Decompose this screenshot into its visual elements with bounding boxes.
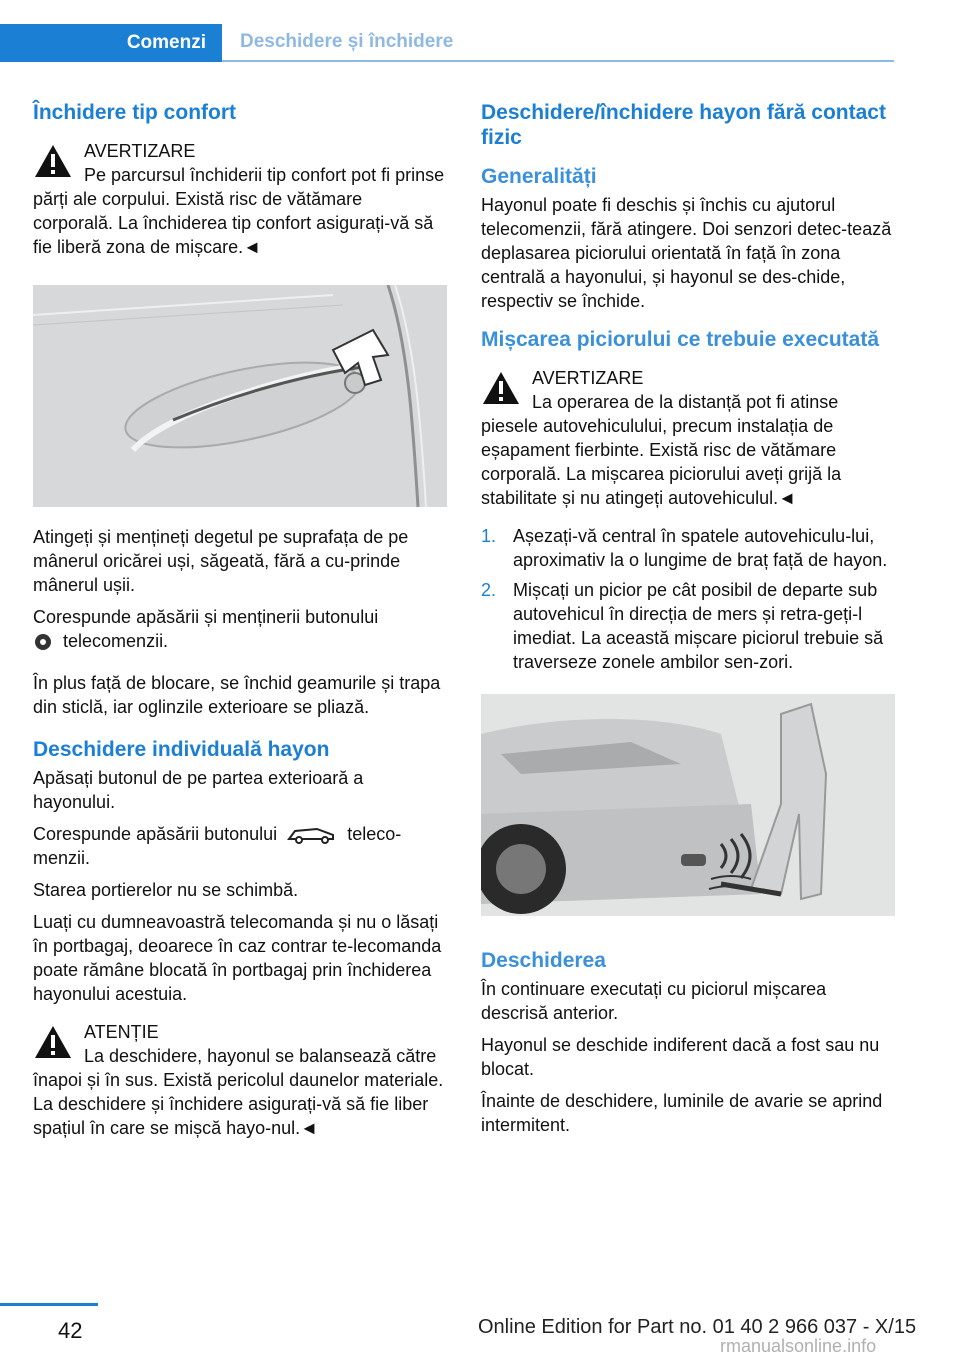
- subsection-title: Deschiderea: [481, 949, 606, 972]
- footer-rule: [0, 1303, 98, 1306]
- page-header: [0, 0, 960, 62]
- warning-block: [33, 139, 447, 259]
- paragraph: În continuare executați cu piciorul mișcarea descrisă anterior.: [481, 979, 827, 1023]
- warning-block: [481, 366, 895, 510]
- warning-heading: AVERTIZARE: [84, 141, 196, 161]
- warning-heading: AVERTIZARE: [532, 368, 644, 388]
- step-number: 2.: [481, 580, 497, 600]
- subsection-title: Mișcarea piciorului ce trebuie executată: [481, 328, 879, 351]
- paragraph: Atingeți și mențineți degetul pe suprafața de pe mânerul oricărei uși, săgeată, fără a cu-prinde mânerul ușii.: [33, 527, 409, 595]
- edition-text: Online Edition for Part no. 01 40 2 966 037 - X/15: [478, 1316, 917, 1338]
- right-column: [481, 100, 895, 1137]
- paragraph: Apăsați butonul de pe partea exterioară a hayonului.: [33, 768, 364, 812]
- tab-comenzi[interactable]: [0, 24, 222, 62]
- door-handle-photo: [33, 285, 447, 507]
- section-title: Deschidere/închidere hayon fără contact fizic: [481, 101, 886, 149]
- tailgate-foot-photo: [481, 694, 895, 916]
- caution-block: [33, 1020, 447, 1140]
- warning-triangle-icon: [33, 1024, 73, 1060]
- caution-text: La deschidere, hayonul se balansează către înapoi și în sus. Există pericolul daunelor materiale. La deschidere și închidere asigurați-vă să fie liber spațiul în care se mișcă hayo-nul.◄: [33, 1046, 444, 1138]
- paragraph-text: Corespunde apăsării butonului: [33, 824, 278, 844]
- paragraph-text: Corespunde apăsării și menținerii butonului: [33, 607, 379, 627]
- step-text: Așezați-vă central în spatele autovehiculu-lui, aproximativ la o lungime de braț față de hayon.: [513, 526, 888, 570]
- tab-label: Deschidere și închidere: [240, 31, 454, 52]
- paragraph: Hayonul poate fi deschis și închis cu ajutorul telecomenzii, fără atingere. Doi senzori detec-tează deplasarea piciorului orientată în față în zona centrală a hayonului, și hayonul se des-chide, respectiv se închide.: [481, 195, 892, 311]
- paragraph: În plus față de blocare, se închid geamurile și trapa din sticlă, iar oglinzile exterioare se pliază.: [33, 673, 441, 717]
- warning-text: La operarea de la distanță pot fi atinse piesele autovehiculului, precum instalația de eșapament fierbinte. Există risc de vătămare corporală. La mișcarea piciorului aveți grijă la stabilitate și nu atingeți autovehiculul.◄: [481, 392, 842, 508]
- left-column: [33, 100, 447, 1140]
- lock-button-icon: [33, 633, 53, 651]
- tab-label: Comenzi: [126, 32, 206, 53]
- page-number: 42: [58, 1318, 83, 1343]
- paragraph: [33, 822, 447, 870]
- caution-heading: ATENȚIE: [84, 1022, 159, 1042]
- step-text: Mișcați un picior pe cât posibil de departe sub autovehicul în direcția de mers și retra-geți-l imediat. La această mișcare piciorul trebuie să traverseze zonele ambilor sen-zori.: [513, 580, 884, 672]
- subsection-title: Generalități: [481, 165, 597, 188]
- paragraph: Hayonul se deschide indiferent dacă a fost sau nu blocat.: [481, 1035, 880, 1079]
- warning-triangle-icon: [33, 143, 73, 179]
- section-title: Deschidere individuală hayon: [33, 738, 330, 761]
- car-tailgate-icon: [287, 825, 337, 845]
- warning-text: Pe parcursul închiderii tip confort pot fi prinse părți ale corpului. Există risc de vătămare corporală. La închiderea tip confort asigurați-vă să fie liberă zona de mișcare.◄: [33, 165, 445, 257]
- paragraph: [33, 605, 447, 653]
- step-number: 1.: [481, 526, 497, 546]
- paragraph: Luați cu dumneavoastră telecomanda și nu o lăsați în portbagaj, deoarece în caz contrar te-lecomanda poate rămâne blocată în portbagaj prin închiderea hayonului acestuia.: [33, 912, 442, 1004]
- paragraph-text: telecomenzii.: [63, 631, 169, 651]
- tab-deschidere[interactable]: [222, 24, 894, 62]
- paragraph: Starea portierelor nu se schimbă.: [33, 880, 299, 900]
- watermark: rmanualsonline.info: [720, 1336, 877, 1356]
- paragraph-text: menzii.: [33, 848, 91, 868]
- paragraph: Înainte de deschidere, luminile de avarie se aprind intermitent.: [481, 1091, 883, 1135]
- list-item: [481, 524, 895, 572]
- paragraph-text: teleco-: [347, 824, 402, 844]
- section-title: Închidere tip confort: [33, 101, 237, 124]
- steps-list: [481, 524, 895, 674]
- warning-triangle-icon: [481, 370, 521, 406]
- list-item: [481, 578, 895, 674]
